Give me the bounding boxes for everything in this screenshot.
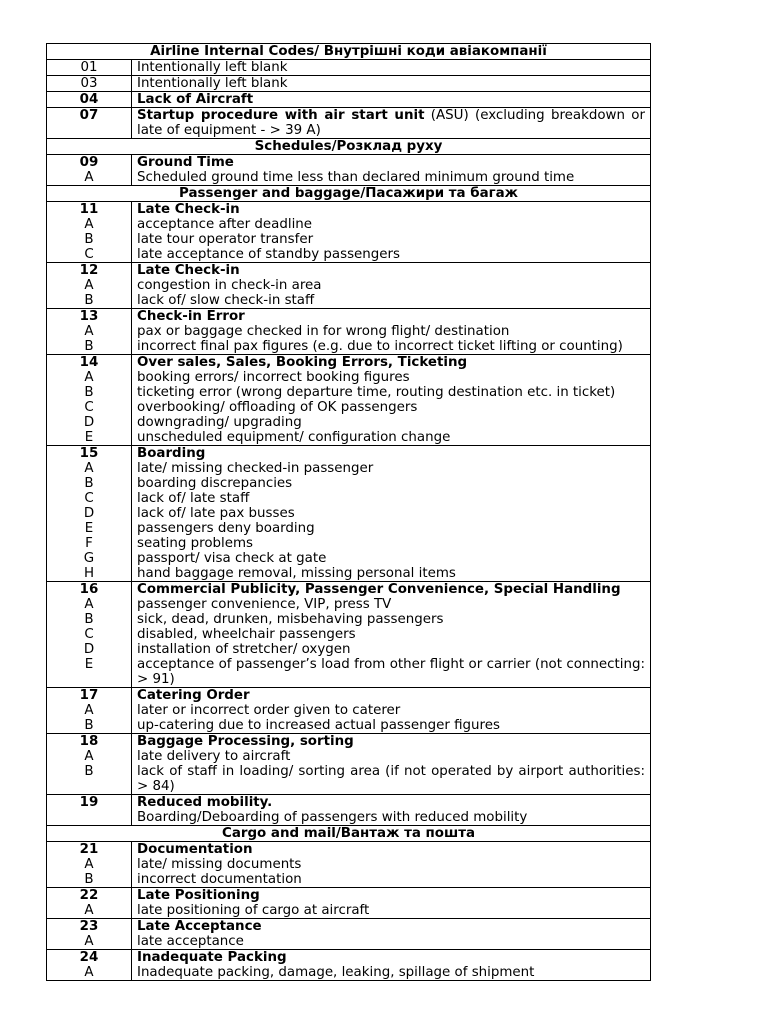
section-header-row <box>47 826 651 842</box>
sub-code-description: unscheduled equipment/ configuration change <box>132 430 651 446</box>
sub-code-row <box>47 430 651 446</box>
sub-code-row <box>47 749 651 764</box>
delay-title-text: Over sales, Sales, Booking Errors, Ticketing <box>137 355 468 370</box>
section-title: Airline Internal Codes/ Внутрішні коди авіакомпанії <box>47 44 651 60</box>
sub-code-description: Inadequate packing, damage, leaking, spillage of shipment <box>132 965 651 981</box>
sub-code: B <box>47 872 132 888</box>
sub-code-row <box>47 400 651 415</box>
sub-code-row <box>47 461 651 476</box>
sub-code: A <box>47 934 132 950</box>
sub-code-description: Scheduled ground time less than declared minimum ground time <box>132 170 651 186</box>
main-code-row <box>47 919 651 935</box>
sub-code-row <box>47 934 651 950</box>
section-group <box>47 186 651 202</box>
main-code-row <box>47 734 651 750</box>
delay-codes-document <box>46 43 650 981</box>
delay-code: 15 <box>47 446 132 462</box>
sub-code <box>47 810 132 826</box>
delay-code: 17 <box>47 688 132 704</box>
sub-code-description: later or incorrect order given to caterer <box>132 703 651 718</box>
delay-title-text: Late Acceptance <box>137 919 262 934</box>
delay-title <box>132 446 651 462</box>
sub-code-row <box>47 536 651 551</box>
delay-title <box>132 795 651 811</box>
code-group <box>47 155 651 186</box>
sub-code-description: late tour operator transfer <box>132 232 651 247</box>
delay-title-text: Baggage Processing, sorting <box>137 734 354 749</box>
delay-title-text: Catering Order <box>137 688 250 703</box>
delay-title-text: Boarding <box>137 446 206 461</box>
sub-code-row <box>47 566 651 582</box>
sub-code: 03 <box>47 76 132 92</box>
sub-code: A <box>47 278 132 293</box>
sub-code-description: hand baggage removal, missing personal items <box>132 566 651 582</box>
sub-code: E <box>47 430 132 446</box>
main-code-row <box>47 950 651 966</box>
code-group <box>47 76 651 92</box>
code-group <box>47 60 651 76</box>
section-header-row <box>47 44 651 60</box>
sub-code: A <box>47 217 132 232</box>
delay-code: 16 <box>47 582 132 598</box>
delay-code: 12 <box>47 263 132 279</box>
sub-code-description: acceptance of passenger’s load from other flight or carrier (not connecting: > 91) <box>132 657 651 688</box>
delay-title-text: Inadequate Packing <box>137 950 287 965</box>
main-code-row <box>47 92 651 108</box>
code-group <box>47 842 651 888</box>
delay-title-text: Reduced mobility. <box>137 795 273 810</box>
sub-code-row <box>47 627 651 642</box>
delay-code: 14 <box>47 355 132 371</box>
delay-title <box>132 155 651 171</box>
sub-code-description: late delivery to aircraft <box>132 749 651 764</box>
delay-title <box>132 263 651 279</box>
delay-title <box>132 842 651 858</box>
sub-code: A <box>47 370 132 385</box>
sub-code: A <box>47 597 132 612</box>
delay-code: 07 <box>47 108 132 139</box>
delay-code: 21 <box>47 842 132 858</box>
delay-title <box>132 582 651 598</box>
sub-code-description: disabled, wheelchair passengers <box>132 627 651 642</box>
delay-title <box>132 734 651 750</box>
sub-code-description: lack of/ late staff <box>132 491 651 506</box>
sub-code-row <box>47 324 651 339</box>
main-code-row <box>47 795 651 811</box>
delay-title-text: Late Check-in <box>137 202 240 217</box>
main-code-row <box>47 888 651 904</box>
section-group <box>47 139 651 155</box>
main-code-row <box>47 309 651 325</box>
delay-title-detail: (ASU) (excluding breakdown or late of equipment - > 39 A) <box>137 108 645 138</box>
delay-title <box>132 919 651 935</box>
main-code-row <box>47 446 651 462</box>
sub-code-row <box>47 810 651 826</box>
sub-code-description: acceptance after deadline <box>132 217 651 232</box>
sub-code: A <box>47 324 132 339</box>
sub-code-description: seating problems <box>132 536 651 551</box>
sub-code-row <box>47 903 651 919</box>
sub-code-description: boarding discrepancies <box>132 476 651 491</box>
delay-title-text: Late Check-in <box>137 263 240 278</box>
sub-code: A <box>47 461 132 476</box>
sub-code-description: incorrect final pax figures (e.g. due to incorrect ticket lifting or counting) <box>132 339 651 355</box>
sub-code: D <box>47 415 132 430</box>
sub-code: B <box>47 764 132 795</box>
sub-code-description: passengers deny boarding <box>132 521 651 536</box>
sub-code-row <box>47 718 651 734</box>
sub-code-row <box>47 612 651 627</box>
code-group <box>47 202 651 263</box>
main-code-row <box>47 688 651 704</box>
sub-code-description: downgrading/ upgrading <box>132 415 651 430</box>
code-group <box>47 795 651 826</box>
main-code-row <box>47 582 651 598</box>
sub-code-row <box>47 506 651 521</box>
main-code-row <box>47 842 651 858</box>
sub-code: A <box>47 703 132 718</box>
sub-code-description: up-catering due to increased actual passenger figures <box>132 718 651 734</box>
sub-code: A <box>47 965 132 981</box>
delay-title-text: Documentation <box>137 842 253 857</box>
delay-title <box>132 888 651 904</box>
sub-code: C <box>47 627 132 642</box>
sub-code-description: Intentionally left blank <box>132 76 651 92</box>
sub-code-description: passenger convenience, VIP, press TV <box>132 597 651 612</box>
delay-code: 23 <box>47 919 132 935</box>
sub-code-row <box>47 551 651 566</box>
sub-code: A <box>47 749 132 764</box>
sub-code: C <box>47 247 132 263</box>
sub-code-row <box>47 60 651 76</box>
section-header-row <box>47 139 651 155</box>
sub-code: B <box>47 476 132 491</box>
main-code-row <box>47 108 651 139</box>
sub-code: H <box>47 566 132 582</box>
sub-code-description: congestion in check-in area <box>132 278 651 293</box>
delay-title <box>132 688 651 704</box>
delay-title <box>132 108 651 139</box>
sub-code-description: passport/ visa check at gate <box>132 551 651 566</box>
sub-code-description: late positioning of cargo at aircraft <box>132 903 651 919</box>
sub-code-description: incorrect documentation <box>132 872 651 888</box>
sub-code-description: late acceptance of standby passengers <box>132 247 651 263</box>
delay-code: 19 <box>47 795 132 811</box>
sub-code-description: lack of staff in loading/ sorting area (if not operated by airport authorities: > 84) <box>132 764 651 795</box>
delay-title-text: Check-in Error <box>137 309 245 324</box>
sub-code: B <box>47 339 132 355</box>
main-code-row <box>47 202 651 218</box>
delay-title <box>132 202 651 218</box>
section-header-row <box>47 186 651 202</box>
sub-code-description: ticketing error (wrong departure time, routing destination etc. in ticket) <box>132 385 651 400</box>
delay-title-text: Startup procedure with air start unit <box>137 108 425 123</box>
sub-code: D <box>47 506 132 521</box>
code-group <box>47 92 651 108</box>
sub-code: D <box>47 642 132 657</box>
section-group <box>47 44 651 60</box>
sub-code-row <box>47 657 651 688</box>
sub-code-row <box>47 217 651 232</box>
sub-code-description: overbooking/ offloading of OK passengers <box>132 400 651 415</box>
delay-code: 04 <box>47 92 132 108</box>
sub-code-description: late acceptance <box>132 934 651 950</box>
sub-code-description: Intentionally left blank <box>132 60 651 76</box>
sub-code-description: lack of/ slow check-in staff <box>132 293 651 309</box>
sub-code-description: installation of stretcher/ oxygen <box>132 642 651 657</box>
sub-code-row <box>47 232 651 247</box>
sub-code-row <box>47 703 651 718</box>
delay-title-text: Lack of Aircraft <box>137 92 254 107</box>
sub-code-row <box>47 370 651 385</box>
sub-code: 01 <box>47 60 132 76</box>
sub-code: G <box>47 551 132 566</box>
sub-code-row <box>47 293 651 309</box>
delay-title-text: Late Positioning <box>137 888 260 903</box>
sub-code-row <box>47 415 651 430</box>
code-group <box>47 108 651 139</box>
sub-code: A <box>47 170 132 186</box>
sub-code-description: sick, dead, drunken, misbehaving passengers <box>132 612 651 627</box>
delay-title <box>132 309 651 325</box>
sub-code: C <box>47 491 132 506</box>
code-group <box>47 263 651 309</box>
sub-code-description: Boarding/Deboarding of passengers with reduced mobility <box>132 810 651 826</box>
sub-code-row <box>47 476 651 491</box>
sub-code: A <box>47 903 132 919</box>
sub-code: F <box>47 536 132 551</box>
code-group <box>47 309 651 355</box>
delay-title <box>132 950 651 966</box>
delay-title-text: Ground Time <box>137 155 234 170</box>
code-group <box>47 950 651 981</box>
sub-code: B <box>47 293 132 309</box>
sub-code-row <box>47 521 651 536</box>
section-title: Cargo and mail/Вантаж та пошта <box>47 826 651 842</box>
sub-code: C <box>47 400 132 415</box>
sub-code: A <box>47 857 132 872</box>
section-title: Schedules/Розклад руху <box>47 139 651 155</box>
main-code-row <box>47 355 651 371</box>
section-title: Passenger and baggage/Пасажири та багаж <box>47 186 651 202</box>
delay-code: 22 <box>47 888 132 904</box>
delay-code: 18 <box>47 734 132 750</box>
sub-code-description: booking errors/ incorrect booking figures <box>132 370 651 385</box>
sub-code-description: pax or baggage checked in for wrong flight/ destination <box>132 324 651 339</box>
code-group <box>47 446 651 582</box>
code-group <box>47 919 651 950</box>
sub-code-row <box>47 76 651 92</box>
sub-code-row <box>47 764 651 795</box>
sub-code-row <box>47 597 651 612</box>
sub-code-description: lack of/ late pax busses <box>132 506 651 521</box>
sub-code-row <box>47 170 651 186</box>
code-group <box>47 355 651 446</box>
delay-title <box>132 355 651 371</box>
sub-code: B <box>47 718 132 734</box>
sub-code: B <box>47 232 132 247</box>
code-group <box>47 582 651 688</box>
sub-code-row <box>47 247 651 263</box>
sub-code-row <box>47 385 651 400</box>
delay-title-text: Commercial Publicity, Passenger Convenience, Special Handling <box>137 582 621 597</box>
delay-title <box>132 92 651 108</box>
sub-code-row <box>47 965 651 981</box>
main-code-row <box>47 263 651 279</box>
sub-code-row <box>47 278 651 293</box>
sub-code-description: late/ missing documents <box>132 857 651 872</box>
sub-code: E <box>47 521 132 536</box>
code-group <box>47 734 651 795</box>
sub-code-row <box>47 857 651 872</box>
delay-code: 11 <box>47 202 132 218</box>
delay-code: 24 <box>47 950 132 966</box>
sub-code-row <box>47 642 651 657</box>
section-group <box>47 826 651 842</box>
sub-code: B <box>47 612 132 627</box>
sub-code-row <box>47 491 651 506</box>
main-code-row <box>47 155 651 171</box>
code-group <box>47 688 651 734</box>
delay-code: 13 <box>47 309 132 325</box>
delay-codes-table <box>46 43 651 981</box>
code-group <box>47 888 651 919</box>
sub-code: E <box>47 657 132 688</box>
delay-code: 09 <box>47 155 132 171</box>
sub-code-row <box>47 339 651 355</box>
sub-code-row <box>47 872 651 888</box>
sub-code-description: late/ missing checked-in passenger <box>132 461 651 476</box>
sub-code: B <box>47 385 132 400</box>
